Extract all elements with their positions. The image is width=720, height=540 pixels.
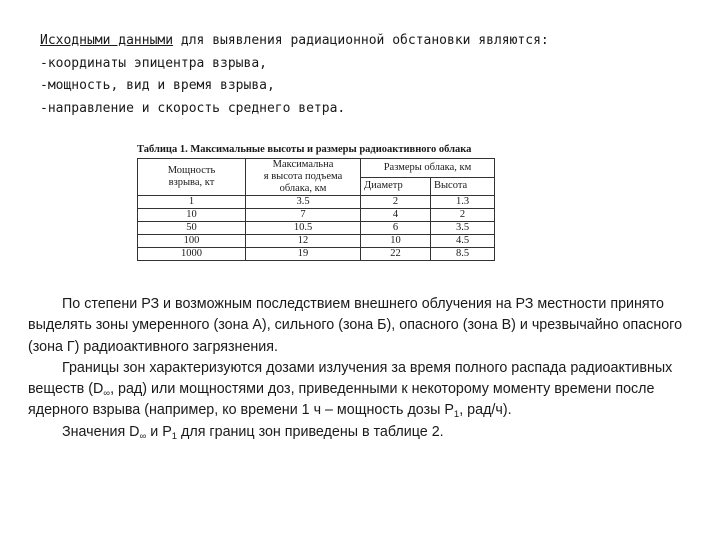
- table-row: 100 12 10 4.5: [138, 235, 495, 248]
- intro-item: -направление и скорость среднего ветра.: [40, 100, 346, 116]
- intro-block: [40, 30, 549, 120]
- cloud-table-block: [137, 144, 495, 261]
- intro-heading-rest: для выявления радиационной обстановки являются:: [173, 33, 549, 48]
- cloud-table: [137, 158, 495, 261]
- table-row: 1000 19 22 8.5: [138, 248, 495, 261]
- intro-underlined: Исходными данными: [40, 33, 174, 48]
- header-height: Высота: [431, 177, 495, 196]
- header-sizes: Размеры облака, км: [361, 159, 495, 178]
- table-row: 1 3.5 2 1.3: [138, 196, 495, 209]
- header-diameter: Диаметр: [361, 177, 431, 196]
- body-text: [28, 294, 694, 443]
- paragraph-boundaries: Границы зон характеризуются дозами излучения за время полного распада радиоактивных веществ ($D_\infty$, рад) или мощностями доз, приведенными к некоторому моменту времени после ядерного взрыва (например, ко времени 1 ч – мощность дозы $Р_1$, рад/ч).: [28, 359, 673, 421]
- table-row: 10 7 4 2: [138, 209, 495, 222]
- header-power: Мощность взрыва, кт: [138, 159, 246, 196]
- intro-item: -мощность, вид и время взрыва,: [40, 78, 275, 93]
- table-caption: Таблица 1. Максимальные высоты и размеры радиоактивного облака: [137, 144, 472, 155]
- table-row: 50 10.5 6 3.5: [138, 222, 495, 235]
- intro-item: -координаты эпицентра взрыва,: [40, 55, 267, 71]
- paragraph-zones: По степени РЗ и возможным последствием внешнего облучения на РЗ местности принято выделять зоны умеренного (зона А), сильного (зона Б), опасного (зона В) и чрезвычайно опасного (зона Г) радиоактивного загрязнения.: [28, 296, 683, 355]
- paragraph-values: Значения $D_\infty$ и $Р_1$ для границ зон приведены в таблице 2.: [62, 423, 444, 442]
- header-max-height: Максимальна я высота подъема облака, км: [246, 159, 361, 196]
